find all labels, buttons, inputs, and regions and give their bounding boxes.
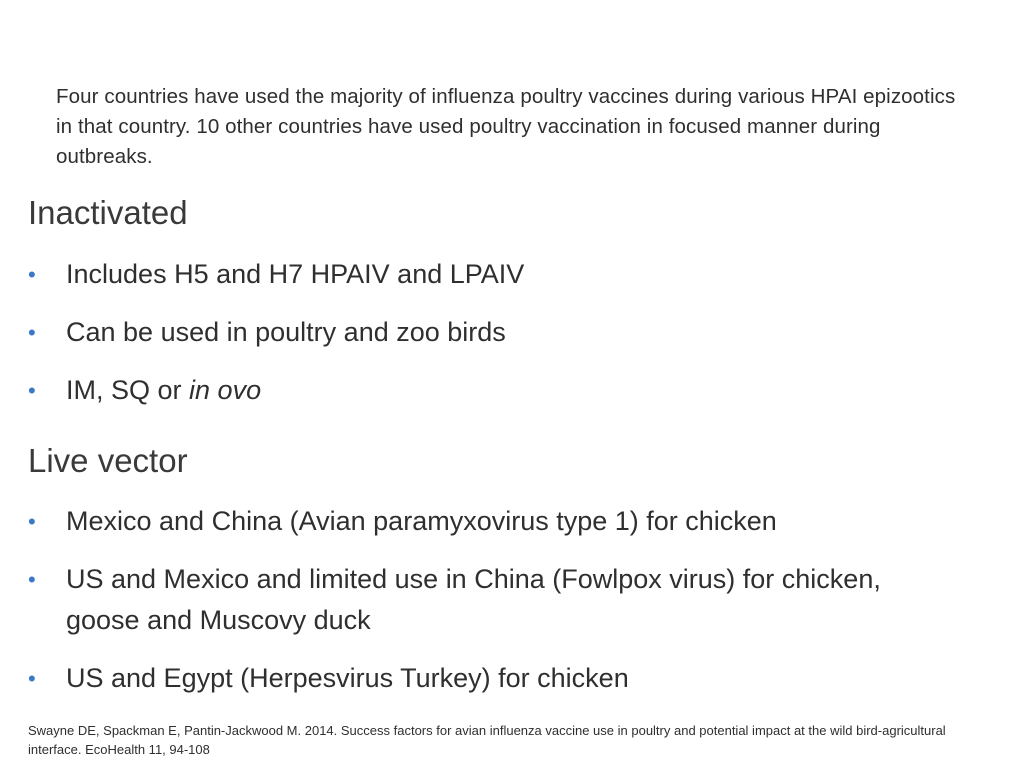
bullet-item xyxy=(28,501,988,542)
live-vector-bullet-list xyxy=(28,501,988,716)
bullet-icon: • xyxy=(28,378,36,403)
bullet-text: US and Egypt (Herpesvirus Turkey) for chicken xyxy=(66,663,629,693)
bullet-icon: • xyxy=(28,262,36,287)
bullet-icon: • xyxy=(28,320,36,345)
section-title-live-vector: Live vector xyxy=(28,442,188,479)
bullet-icon: • xyxy=(28,567,36,592)
bullet-text: US and Mexico and limited use in China (Fowlpox virus) for chicken, goose and Muscovy duck xyxy=(66,564,881,635)
bullet-item xyxy=(28,254,988,295)
bullet-text: Mexico and China (Avian paramyxovirus type 1) for chicken xyxy=(66,506,777,536)
bullet-item xyxy=(28,658,988,699)
bullet-text: IM, SQ or xyxy=(66,375,190,405)
bullet-item xyxy=(28,370,988,411)
intro-paragraph: Four countries have used the majority of influenza poultry vaccines during various HPAI epizootics in that country. 10 other countries have used poultry vaccination in focused manner during outbreaks. xyxy=(56,85,956,168)
section-title-inactivated: Inactivated xyxy=(28,194,188,231)
reference-citation: Swayne DE, Spackman E, Pantin-Jackwood M. 2014. Success factors for avian influenza vaccine use in poultry and potential impact at the wild bird-agricultural interface. EcoHealth 11, 94-108 xyxy=(28,723,946,757)
bullet-text: Can be used in poultry and zoo birds xyxy=(66,317,506,347)
bullet-icon: • xyxy=(28,666,36,691)
bullet-text-italic: in ovo xyxy=(189,375,262,405)
bullet-text: Includes H5 and H7 HPAIV and LPAIV xyxy=(66,259,525,289)
bullet-item xyxy=(28,312,988,353)
inactivated-bullet-list xyxy=(28,254,988,428)
bullet-item xyxy=(28,559,946,641)
bullet-icon: • xyxy=(28,509,36,534)
